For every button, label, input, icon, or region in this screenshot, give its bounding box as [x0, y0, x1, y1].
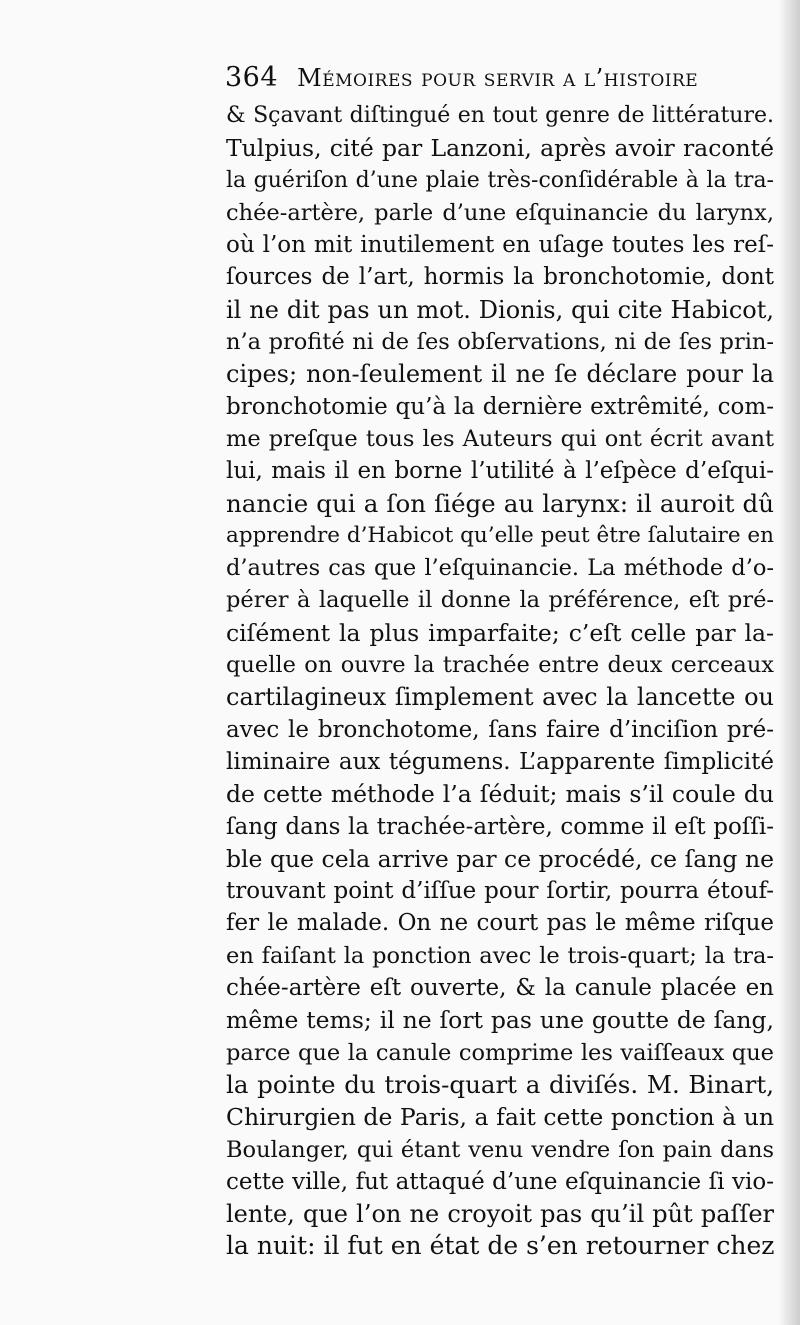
- text-line: en faiſant la ponction avec le trois-quart; la tra-: [226, 942, 774, 969]
- text-line: même tems; il ne ſort pas une goutte de ſang,: [226, 1006, 774, 1035]
- text-line: trouvant point d’iſſue pour ſortir, pourra étouf-: [226, 878, 774, 905]
- text-line: parce que la canule comprime les vaiſſeaux que: [226, 1039, 774, 1066]
- text-line: apprendre d’Habicot qu’elle peut être ſalutaire en: [226, 522, 774, 548]
- text-line: la guériſon d’une plaie très-conſidérable à la tra-: [226, 167, 774, 193]
- text-line: lui, mais il en borne l’utilité à l’eſpèce d’eſqui-: [226, 458, 774, 485]
- text-line: lente, que l’on ne croyoit pas qu’il pût paſſer: [226, 1200, 774, 1229]
- text-line: il ne dit pas un mot. Dionis, qui cite Habicot,: [226, 295, 774, 324]
- running-head: Mémoires pour servir a l’histoire: [297, 64, 699, 92]
- text-line: d’autres cas que l’eſquinancie. La méthode d’o-: [226, 555, 774, 582]
- page-number: 364: [225, 62, 279, 93]
- text-line: ble que cela arrive par ce procédé, ce ſang ne: [226, 844, 774, 873]
- text-line: quelle on ouvre la trachée entre deux cerceaux: [226, 652, 774, 679]
- text-line: avec le bronchotome, ſans faire d’inciſion pré-: [226, 716, 774, 743]
- text-line: pérer à laquelle il donne la préférence, eſt pré-: [226, 587, 774, 614]
- text-line: où l’on mit inutilement en uſage toutes les reſ-: [226, 232, 774, 259]
- text-line: Chirurgien de Paris, a fait cette ponction à un: [226, 1103, 774, 1132]
- text-line: nancie qui a ſon ſiége au larynx: il auroit dû: [226, 488, 774, 518]
- text-line: cette ville, fut attaqué d’une eſquinancie ſi vio-: [226, 1168, 774, 1195]
- text-line: chée-artère eſt ouverte, & la canule placée en: [226, 975, 774, 1002]
- text-line: chée-artère, parle d’une eſquinancie du larynx,: [226, 199, 774, 226]
- text-line: la nuit: il fut en état de s’en retourner chez: [226, 1231, 775, 1261]
- text-line: cartilagineux ſimplement avec la lancette ou: [226, 683, 774, 712]
- text-line: ſang dans la trachée-artère, comme il eſt poſſi-: [226, 813, 774, 840]
- text-line: ſources de l’art, hormis la bronchotomie, dont: [226, 264, 774, 291]
- text-line: Tulpius, cité par Lanzoni, après avoir raconté: [226, 134, 774, 163]
- text-line: liminaire aux tégumens. L’apparente ſimplicité: [226, 748, 774, 775]
- text-line: fer le malade. On ne court pas le même riſque: [226, 910, 774, 937]
- text-line: n’a profité ni de ſes obſervations, ni de ſes prin-: [226, 329, 774, 356]
- text-line: & Sçavant diſtingué en tout genre de littérature.: [226, 103, 774, 128]
- text-line: Boulanger, qui étant venu vendre ſon pain dans: [226, 1136, 774, 1163]
- text-line: bronchotomie qu’à la dernière extrêmité, com-: [226, 393, 774, 420]
- text-line: cipes; non-ſeulement il ne ſe déclare pour la: [226, 360, 774, 389]
- text-line: me preſque tous les Auteurs qui ont écrit avant: [226, 425, 774, 452]
- text-line: de cette méthode l’a ſéduit; mais s’il coule du: [226, 780, 774, 809]
- text-line: la pointe du trois-quart a diviſés. M. Binart,: [226, 1069, 774, 1099]
- body-text: [226, 100, 774, 1263]
- page-header: [225, 62, 765, 102]
- text-line: ciſément la plus imparfaite; c’eſt celle par la-: [226, 618, 774, 647]
